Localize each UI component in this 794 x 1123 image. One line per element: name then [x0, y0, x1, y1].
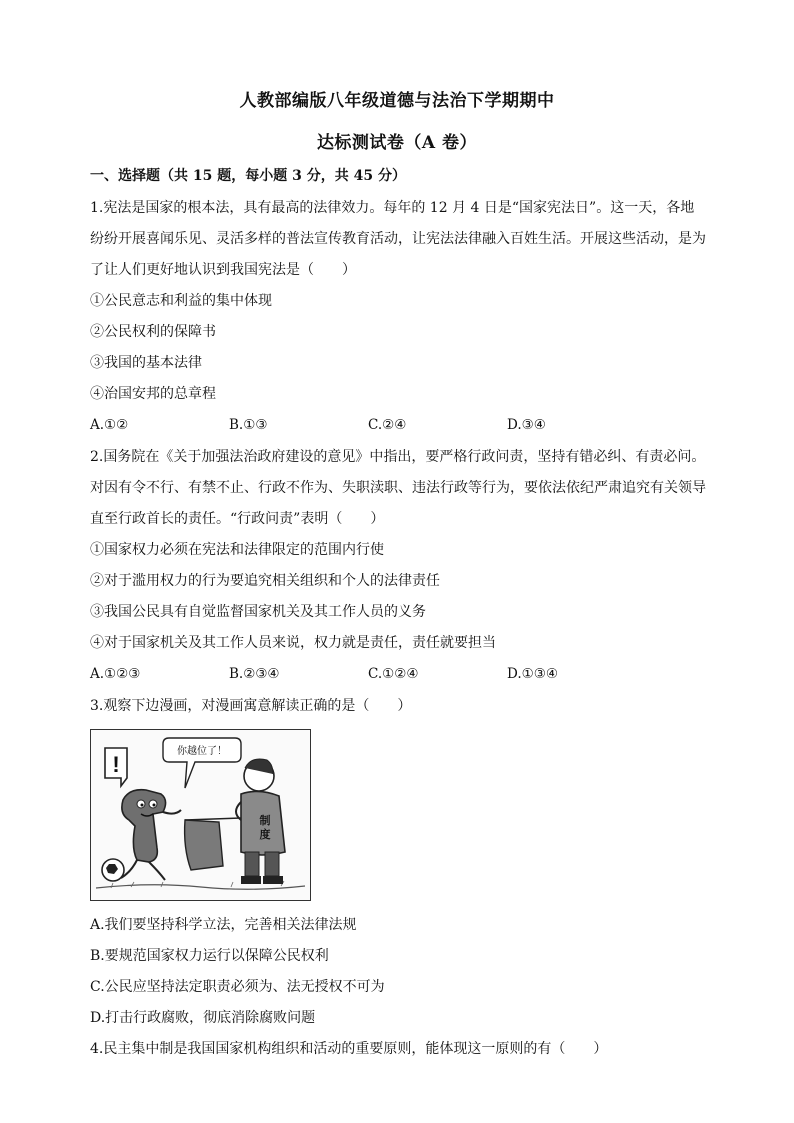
q2-choice-a: A.①②③	[90, 666, 141, 682]
q3-choice-b: B.要规范国家权力运行以保障公民权利	[90, 948, 329, 964]
cartoon-speech: 你越位了！	[177, 746, 227, 757]
q2-choice-c: C.①②④	[368, 666, 419, 682]
q1-stem-line1: 1.宪法是国家的根本法，具有最高的法律效力。每年的 12 月 4 日是“国家宪法日”。这一天，各地	[90, 200, 695, 216]
exam-title-line2: 达标测试卷（A 卷）	[316, 133, 478, 153]
q2-choice-d: D.①③④	[507, 666, 558, 682]
q1-statement-2: ②公民权利的保障书	[90, 324, 216, 340]
cartoon-exclaim: !	[112, 752, 120, 777]
q2-statement-3: ③我国公民具有自觉监督国家机关及其工作人员的义务	[90, 604, 426, 620]
q1-choice-c: C.②④	[368, 417, 407, 433]
section-heading: 一、选择题（共 15 题，每小题 3 分，共 45 分）	[90, 168, 406, 184]
q4-stem: 4.民主集中制是我国国家机构组织和活动的重要原则，能体现这一原则的有（ ）	[90, 1041, 608, 1057]
cartoon-shirt-text-2: 度	[259, 828, 271, 841]
cartoon-figure	[90, 729, 311, 901]
exam-title-line1: 人教部编版八年级道德与法治下学期期中	[239, 91, 555, 111]
q3-stem: 3.观察下边漫画，对漫画寓意解读正确的是（ ）	[90, 698, 412, 714]
cartoon-illustration	[91, 730, 310, 900]
q1-statement-1: ①公民意志和利益的集中体现	[90, 293, 272, 309]
q3-choice-a: A.我们要坚持科学立法，完善相关法律法规	[90, 917, 357, 933]
q2-statement-1: ①国家权力必须在宪法和法律限定的范围内行使	[90, 542, 384, 558]
q2-stem-line2: 对因有令不行、有禁不止、行政不作为、失职渎职、违法行政等行为，要依法依纪严肃追究有关领导	[90, 480, 706, 496]
q2-stem-line1: 2.国务院在《关于加强法治政府建设的意见》中指出，要严格行政问责，坚持有错必纠、有责必问。	[90, 449, 706, 465]
q2-choice-b: B.②③④	[229, 666, 280, 682]
q1-choice-d: D.③④	[507, 417, 546, 433]
cartoon-shirt-text-1: 制	[259, 814, 271, 827]
q1-choice-a: A.①②	[90, 417, 129, 433]
q2-statement-4: ④对于国家机关及其工作人员来说，权力就是责任，责任就要担当	[90, 635, 496, 651]
q3-choice-d: D.打击行政腐败，彻底消除腐败问题	[90, 1010, 316, 1026]
q2-statement-2: ②对于滥用权力的行为要追究相关组织和个人的法律责任	[90, 573, 440, 589]
q1-choice-b: B.①③	[229, 417, 268, 433]
q1-statement-4: ④治国安邦的总章程	[90, 386, 216, 402]
q1-statement-3: ③我国的基本法律	[90, 355, 202, 371]
q3-choice-c: C.公民应坚持法定职责必须为、法无授权不可为	[90, 979, 385, 995]
q1-stem-line2: 纷纷开展喜闻乐见、灵活多样的普法宣传教育活动，让宪法法律融入百姓生活。开展这些活动，是为	[90, 231, 706, 247]
q2-stem-line3: 直至行政首长的责任。“行政问责”表明（ ）	[90, 511, 385, 527]
q1-stem-line3: 了让人们更好地认识到我国宪法是（ ）	[90, 262, 356, 278]
